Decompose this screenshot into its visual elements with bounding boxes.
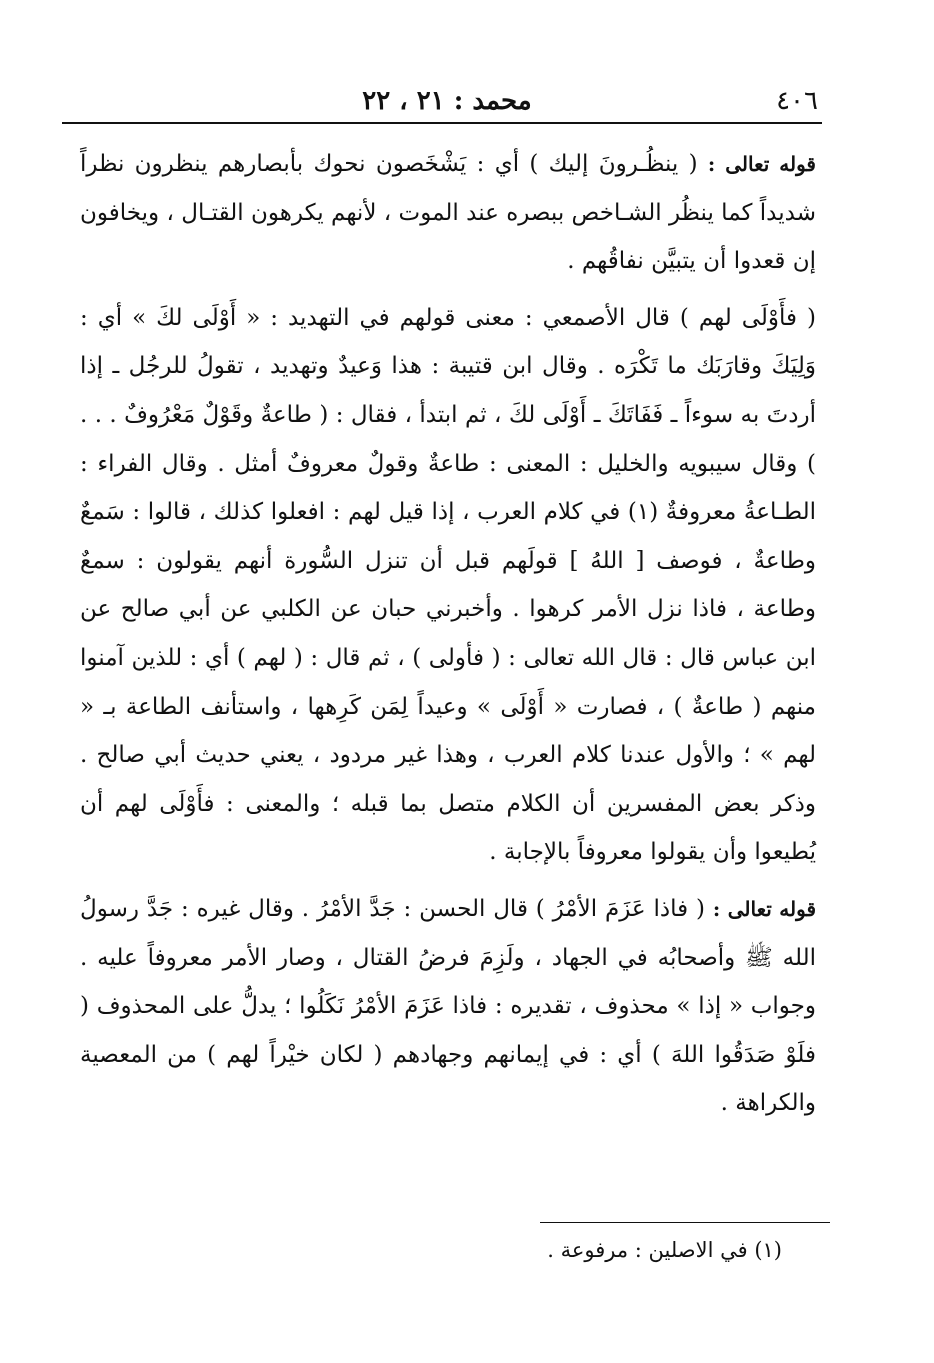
paragraph-text: ( فاذا عَزَمَ الأمْرُ ) قال الحسن : جَدَّ الأمْرُ . وقال غيره : جَدَّ رسولُ الله ﷺ وأصحابُه في الجهاد ، ولَزِمَ فرضُ القتال ، وصار الأمر معروفاً عليه . وجواب « إذا » محذوف ، تقديره : فاذا عَزَمَ الأمْرُ نَكَلُوا ؛ يدلُّ على المحذوف ( فلَوْ صَدَقُوا اللهَ ) أي : في إيمانهم وجهادهم ( لكان خيْراً لهم ) من المعصية والكراهة . <box>80 895 816 1117</box>
header-rule <box>62 122 822 124</box>
paragraph <box>80 294 816 877</box>
paragraph <box>80 140 816 286</box>
footnote-rule <box>540 1222 830 1223</box>
paragraph <box>80 885 816 1128</box>
paragraph-label: قوله تعالى : <box>707 152 816 176</box>
main-text <box>80 140 816 1128</box>
paragraph-text: ( ينظُـرونَ إليك ) أي : يَشْخَصون نحوك بأبصارهم ينظرون نظراً شديداً كما ينظُر الشـاخص ببصره عند الموت ، لأنهم يكرهون القتـال ، ويخافون إن قعدوا أن يتبيَّن نفاقُهم . <box>80 151 816 275</box>
paragraph-label: قوله تعالى : <box>712 896 817 921</box>
paragraph-text: ( فأَوْلَى لهم ) قال الأصمعي : معنى قولهم في التهديد : « أَوْلَى لكَ » أي : وَلِيَكَ وقارَبَك ما تَكْرَه . وقال ابن قتيبة : هذا وَعيدٌ وتهديد ، تقولُ للرجُل ـ إذا أردتَ به سوءاً ـ فَفَاتَكَ ـ أَوْلَى لكَ ، ثم ابتدأ ، فقال : ( طاعةٌ وقَوْلٌ مَعْرُوفٌ . . . ) وقال سيبويه والخليل : المعنى : طاعةٌ وقولٌ معروفٌ أمثل . وقال الفراء : الطـاعةُ معروفةٌ (١) في كلام العرب ، إذا قيل لهم : افعلوا كذلك ، قالوا : سَمعٌ وطاعةٌ ، فوصف [ اللهُ ] قولَهم قبل أن تنزل السُّورة أنهم يقولون : سمعٌ وطاعة ، فاذا نزل الأمر كرهوا . وأخبرني حبان عن الكلبي عن أبي صالح عن ابن عباس قال : قال الله تعالى : ( فأولى ) ، ثم قال : ( لهم ) أي : للذين آمنوا منهم ( طاعةٌ ) ، فصارت « أَوْلَى » وعيداً لِمَن كَرِهها ، واستأنف الطاعة بـ « لهم » ؛ والأول عندنا كلام العرب ، وهذا غير مردود ، يعني حديث أبي صالح . وذكر بعض المفسرين أن الكلام متصل بما قبله ؛ والمعنى : فأَوْلَى لهم أن يُطيعوا وأن يقولوا معروفاً بالإجابة . <box>80 304 816 866</box>
footnote: (١) في الاصلين : مرفوعة . <box>547 1238 782 1262</box>
page-header <box>60 80 834 120</box>
running-title: محمد : ٢١ ، ٢٢ <box>362 86 532 116</box>
page-number: ٤٠٦ <box>776 86 818 116</box>
